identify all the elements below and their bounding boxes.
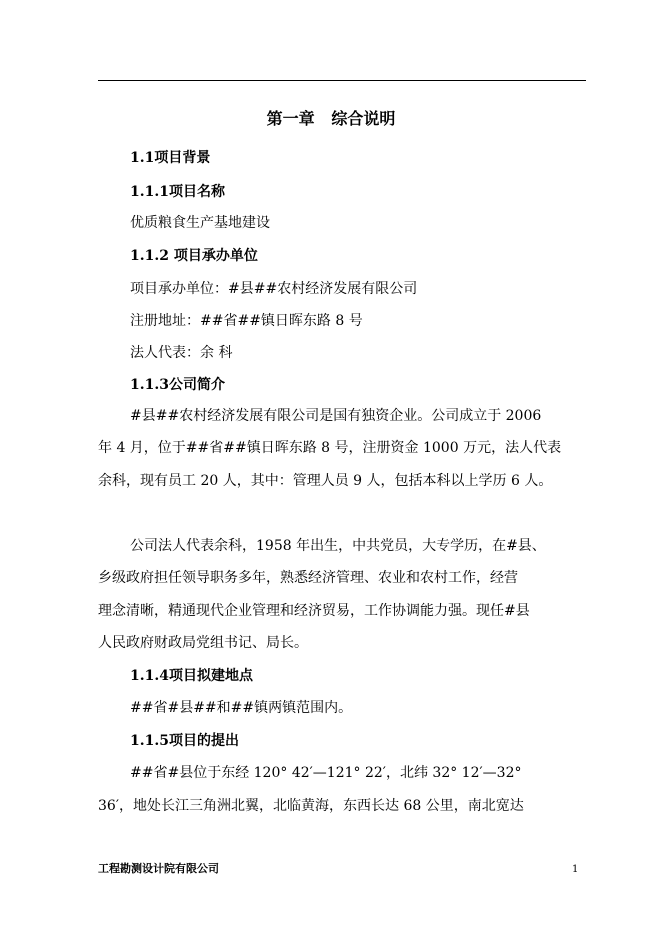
chapter-title: 第一章 综合说明	[266, 109, 396, 128]
project-proposal-line: ##省#县位于东经 120° 42′—121° 22′，北纬 32° 12′—32°	[130, 765, 522, 781]
section-heading-1-1: 1.1项目背景	[130, 150, 211, 166]
section-heading-1-1-3: 1.1.3公司简介	[130, 377, 225, 393]
company-intro-line: 年 4 月，位于##省##镇日晖东路 8 号，注册资金 1000 万元，法人代表	[98, 440, 562, 456]
header-rule	[98, 80, 586, 81]
project-name-text: 优质粮食生产基地建设	[130, 215, 270, 231]
section-heading-1-1-4: 1.1.4项目拟建地点	[130, 668, 253, 684]
section-heading-1-1-1: 1.1.1项目名称	[130, 184, 225, 200]
section-heading-1-1-5: 1.1.5项目的提出	[130, 733, 239, 749]
legal-rep-bio-line: 乡级政府担任领导职务多年，熟悉经济管理、农业和农村工作，经营	[98, 570, 518, 586]
footer-company-name: 工程勘测设计院有限公司	[98, 862, 219, 875]
sponsor-unit-text: 项目承办单位：#县##农村经济发展有限公司	[130, 281, 418, 297]
project-proposal-line: 36′，地处长江三角洲北翼，北临黄海，东西长达 68 公里，南北宽达	[98, 798, 524, 814]
company-intro-line: 余科，现有员工 20 人，其中：管理人员 9 人，包括本科以上学历 6 人。	[98, 473, 553, 489]
registered-address-text: 注册地址：##省##镇日晖东路 8 号	[130, 313, 363, 329]
legal-rep-bio-line: 公司法人代表余科，1958 年出生，中共党员，大专学历，在#县、	[130, 538, 546, 554]
project-location-text: ##省#县##和##镇两镇范围内。	[130, 700, 353, 716]
legal-rep-bio-line: 理念清晰，精通现代企业管理和经济贸易，工作协调能力强。现任#县	[98, 603, 530, 619]
legal-representative-text: 法人代表：余 科	[130, 345, 233, 361]
company-intro-line: #县##农村经济发展有限公司是国有独资企业。公司成立于 2006	[130, 408, 542, 424]
footer-page-number: 1	[572, 864, 579, 875]
section-heading-1-1-2: 1.1.2 项目承办单位	[130, 248, 258, 264]
legal-rep-bio-line: 人民政府财政局党组书记、局长。	[98, 635, 308, 651]
